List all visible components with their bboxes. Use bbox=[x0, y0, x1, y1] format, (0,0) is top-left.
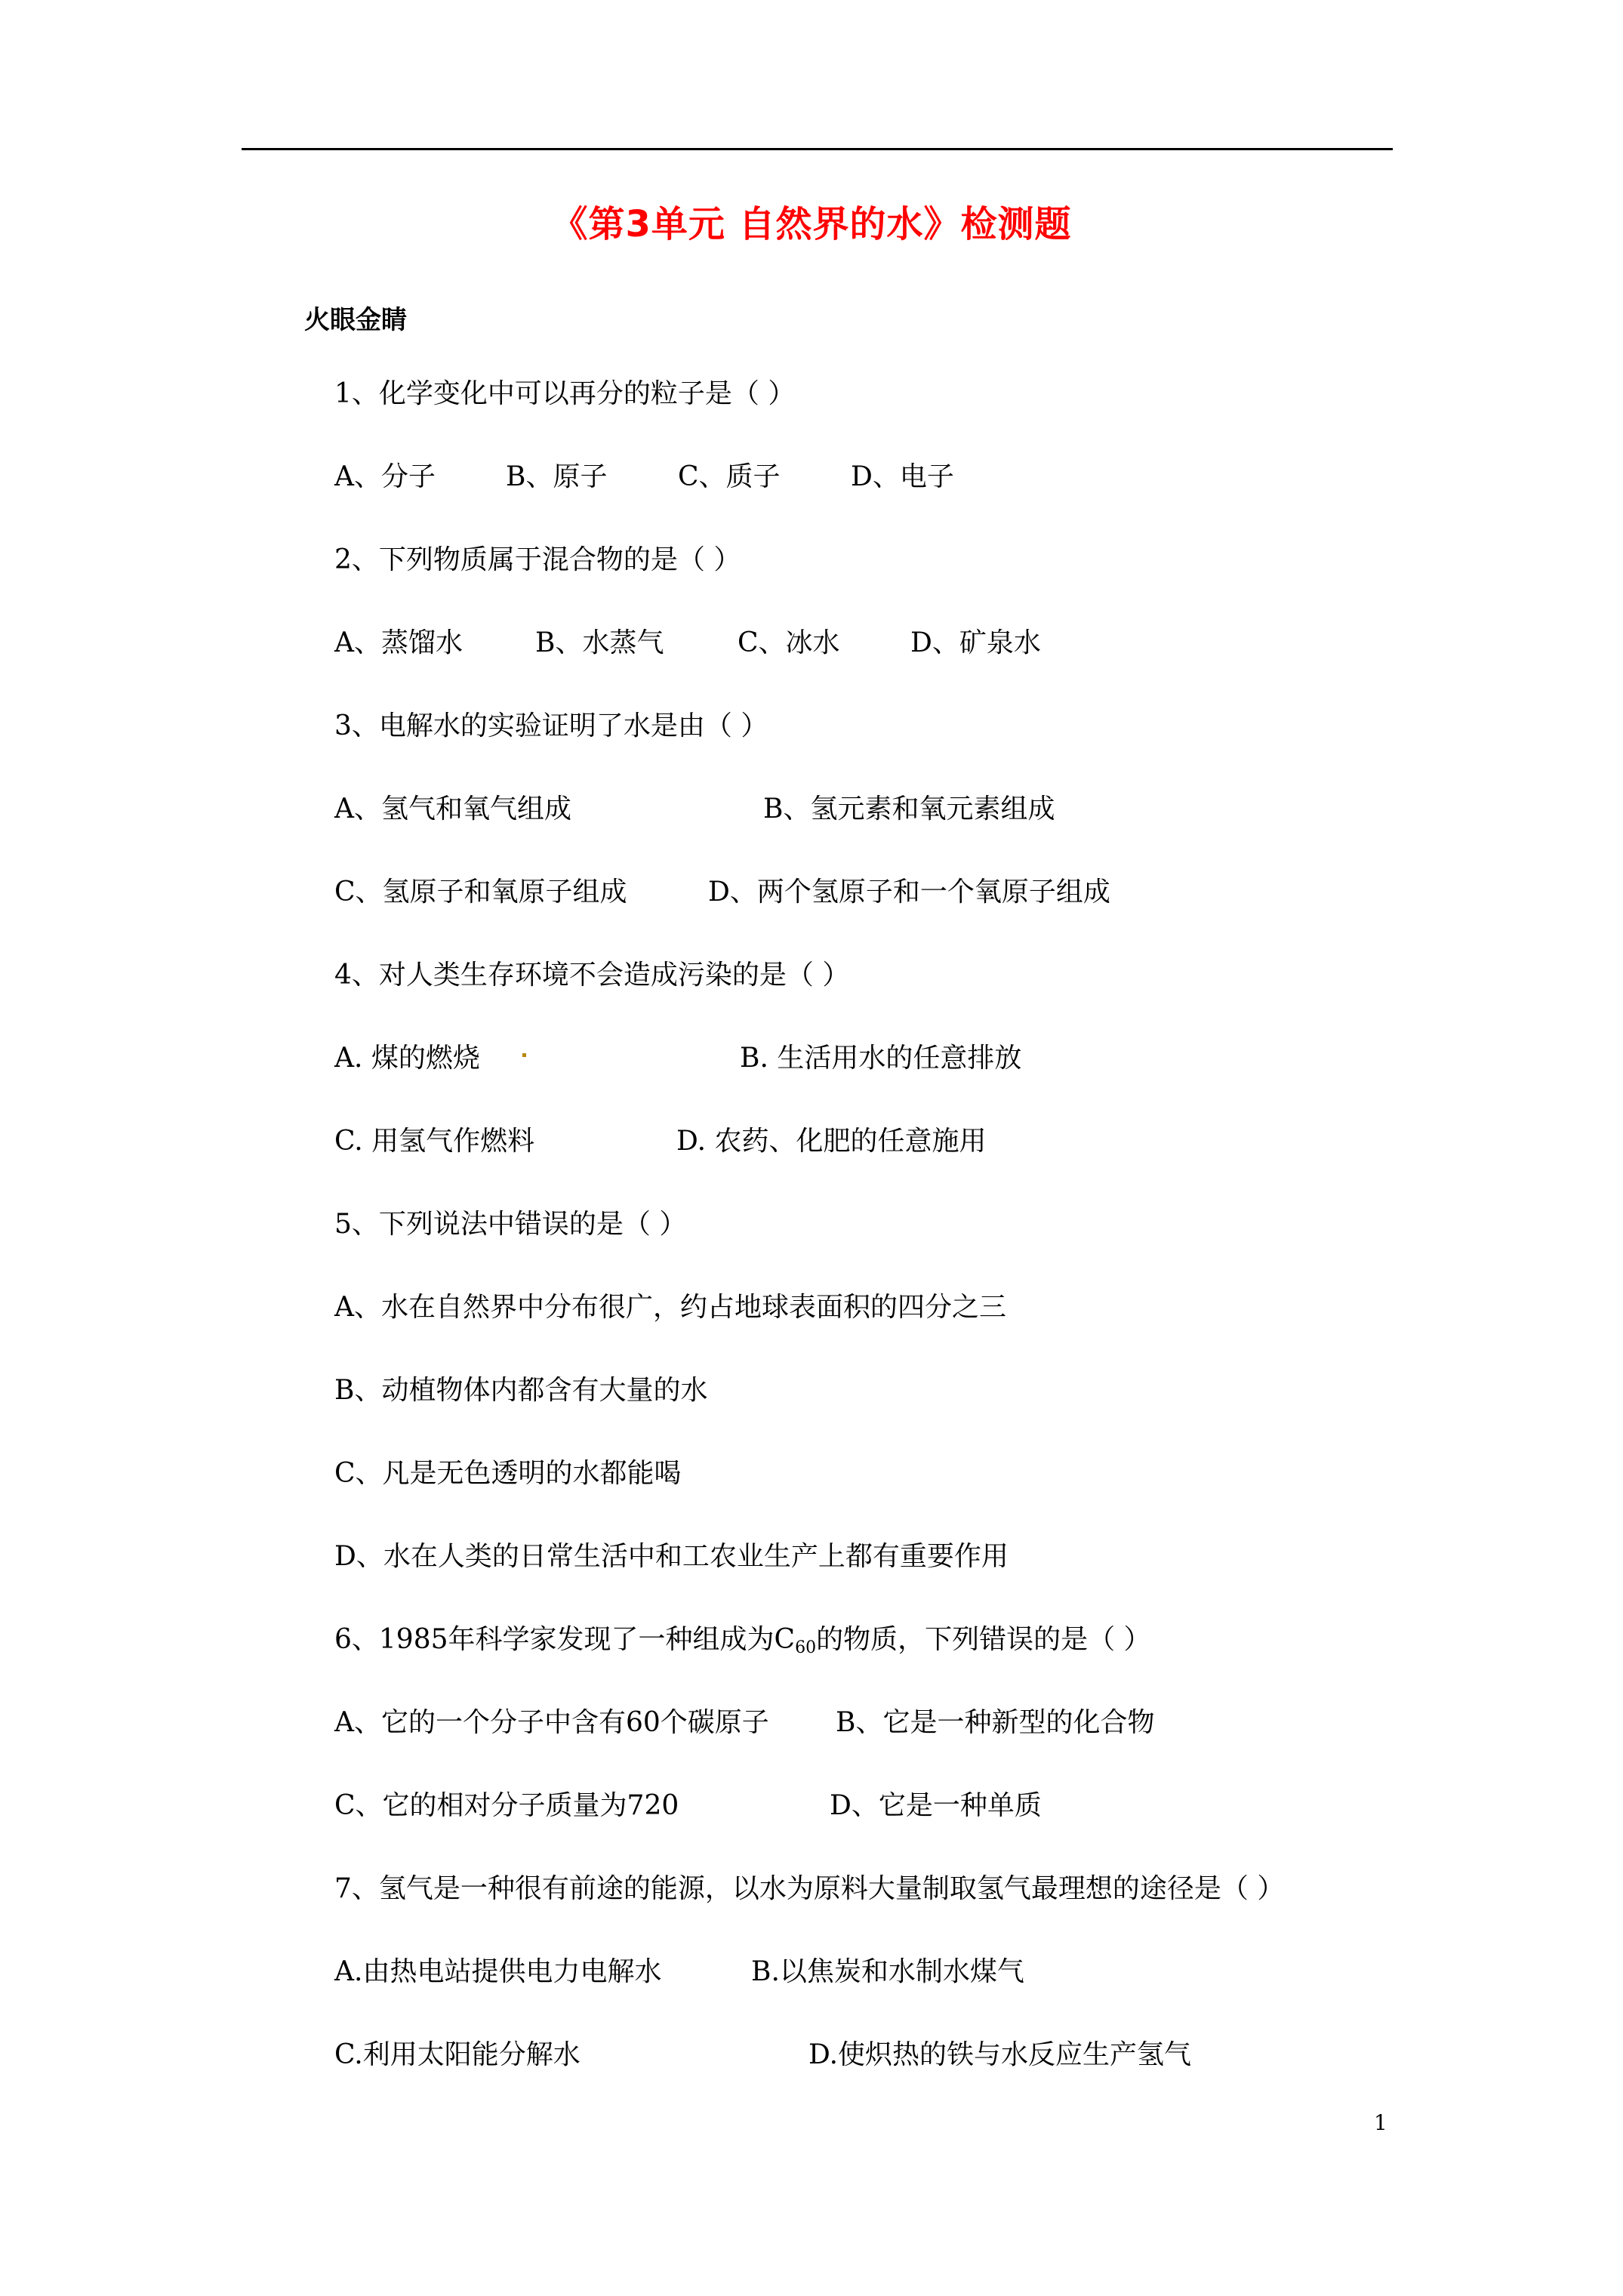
option-d: D、它是一种单质 bbox=[830, 1790, 1042, 1821]
question-6-stem bbox=[334, 1623, 1151, 1665]
option-c: C、它的相对分子质量为720 bbox=[334, 1790, 679, 1821]
option-a: A.由热电站提供电力电解水 bbox=[334, 1956, 662, 1987]
page-number: 1 bbox=[1374, 2110, 1387, 2135]
question-1-stem: 1、化学变化中可以再分的粒子是（ ） bbox=[334, 378, 796, 409]
option-a: A. 煤的燃烧 bbox=[334, 1043, 480, 1074]
question-4-stem: 4、对人类生存环境不会造成污染的是（ ） bbox=[334, 960, 850, 991]
stray-mark bbox=[522, 1053, 526, 1057]
question-5-option-d: D、水在人类的日常生活中和工农业生产上都有重要作用 bbox=[334, 1541, 1009, 1572]
option-a: A、分子 bbox=[334, 461, 436, 492]
option-b: B、水蒸气 bbox=[535, 627, 664, 658]
option-d: D. 农药、化肥的任意施用 bbox=[676, 1126, 987, 1157]
option-a: A、它的一个分子中含有60个碳原子 bbox=[334, 1707, 769, 1738]
question-6-stem-start: 6、1985年科学家发现了一种组成为C bbox=[334, 1624, 796, 1655]
question-3-stem: 3、电解水的实验证明了水是由（ ） bbox=[334, 710, 768, 741]
option-d: D、两个氢原子和一个氧原子组成 bbox=[708, 877, 1110, 908]
option-d: D、矿泉水 bbox=[910, 627, 1041, 658]
option-b: B.以焦炭和水制水煤气 bbox=[751, 1956, 1024, 1987]
question-5-option-b: B、动植物体内都含有大量的水 bbox=[334, 1375, 708, 1406]
option-b: B. 生活用水的任意排放 bbox=[740, 1043, 1022, 1074]
option-d: D.使炽热的铁与水反应生产氢气 bbox=[808, 2039, 1192, 2070]
question-7-options-row-2 bbox=[334, 2039, 1391, 2072]
question-6-options-row-2 bbox=[334, 1789, 1391, 1823]
question-2-options bbox=[334, 627, 1391, 660]
option-a: A、蒸馏水 bbox=[334, 627, 463, 658]
option-d: D、电子 bbox=[851, 461, 954, 492]
question-4-options-row-2 bbox=[334, 1125, 1391, 1158]
question-3-options-row-1 bbox=[334, 793, 1391, 826]
header-rule bbox=[242, 148, 1393, 150]
question-7-stem: 7、氢气是一种很有前途的能源，以水为原料大量制取氢气最理想的途径是（ ） bbox=[334, 1873, 1285, 1904]
question-5-option-c: C、凡是无色透明的水都能喝 bbox=[334, 1458, 682, 1489]
option-b: B、原子 bbox=[506, 461, 608, 492]
question-6-options-row-1 bbox=[334, 1706, 1391, 1740]
option-c: C. 用氢气作燃料 bbox=[334, 1126, 535, 1157]
option-c: C、氢原子和氧原子组成 bbox=[334, 877, 627, 908]
option-c: C.利用太阳能分解水 bbox=[334, 2039, 581, 2070]
option-b: B、它是一种新型的化合物 bbox=[836, 1707, 1155, 1738]
option-a: A、氢气和氧气组成 bbox=[334, 794, 571, 824]
question-5-option-a: A、水在自然界中分布很广，约占地球表面积的四分之三 bbox=[334, 1292, 1006, 1323]
option-c: C、质子 bbox=[678, 461, 781, 492]
question-6-stem-end: 的物质，下列错误的是（ ） bbox=[816, 1624, 1151, 1655]
page-title: 《第3单元 自然界的水》检测题 bbox=[551, 203, 1072, 245]
formula-subscript: 60 bbox=[795, 1638, 817, 1657]
section-heading: 火眼金睛 bbox=[304, 305, 407, 335]
question-1-options bbox=[334, 461, 1391, 494]
option-c: C、冰水 bbox=[738, 627, 840, 658]
question-2-stem: 2、下列物质属于混合物的是（ ） bbox=[334, 544, 741, 575]
question-5-stem: 5、下列说法中错误的是（ ） bbox=[334, 1209, 687, 1240]
question-3-options-row-2 bbox=[334, 876, 1391, 909]
question-7-options-row-1 bbox=[334, 1955, 1391, 1989]
question-4-options-row-1 bbox=[334, 1042, 1391, 1075]
option-b: B、氢元素和氧元素组成 bbox=[763, 794, 1055, 824]
